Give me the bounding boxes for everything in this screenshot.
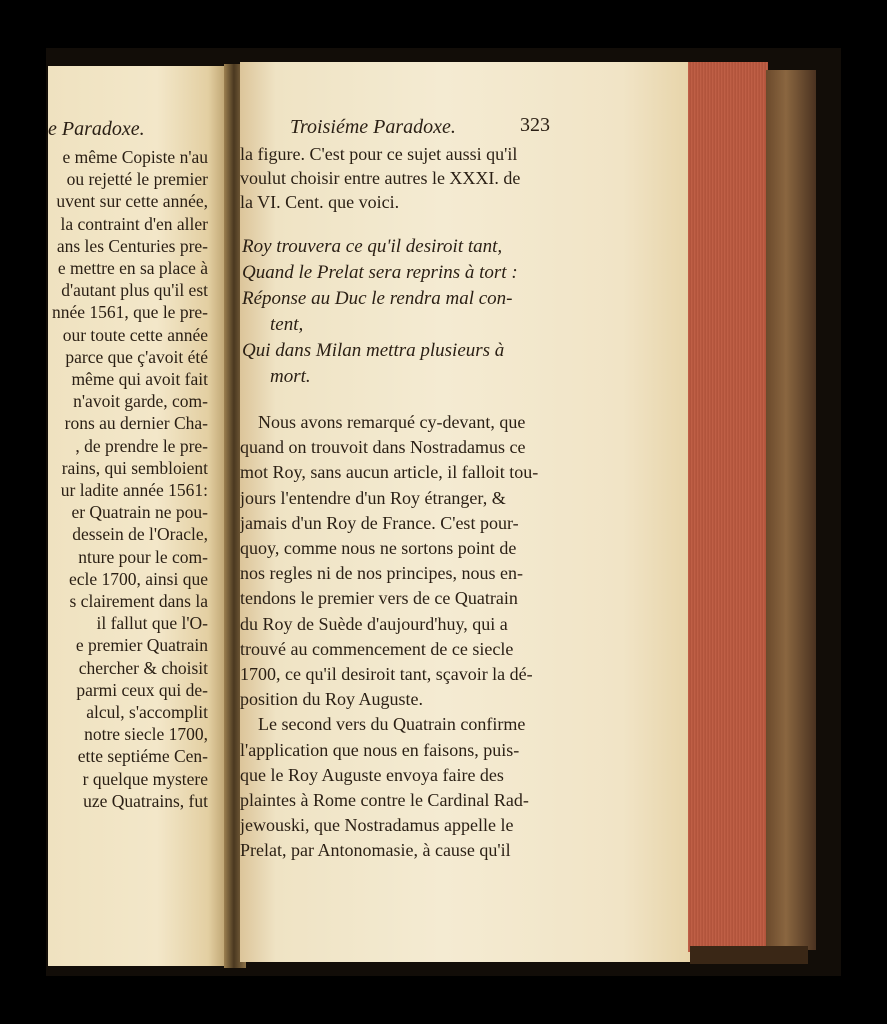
- text-line: nos regles ni de nos principes, nous en-: [240, 563, 523, 584]
- text-line: trouvé au commencement de ce siecle: [240, 638, 514, 659]
- text-line: uze Quatrains, fut: [83, 790, 208, 811]
- text-line: Prelat, par Antonomasie, à cause qu'il: [240, 840, 511, 861]
- text-line: rons au dernier Cha-: [64, 413, 208, 434]
- text-line: Le second vers du Quatrain confirme: [258, 714, 526, 735]
- text-line: ans les Centuries pre-: [56, 235, 208, 256]
- text-line: d'autant plus qu'il est: [61, 280, 208, 301]
- text-line: que le Roy Auguste envoya faire des: [240, 764, 504, 785]
- text-line: n'avoit garde, com-: [73, 391, 208, 412]
- verse-line: Roy trouvera ce qu'il desiroit tant,: [242, 236, 503, 257]
- verse-line: Réponse au Duc le rendra mal con-: [242, 288, 513, 309]
- page-number: 323: [520, 114, 550, 136]
- text-line: rains, qui sembloient: [61, 457, 208, 478]
- text-line: quoy, comme nous ne sortons point de: [240, 538, 517, 559]
- text-line: tendons le premier vers de ce Quatrain: [240, 588, 518, 609]
- text-line: e même Copiste n'au: [62, 147, 208, 167]
- text-line: uvent sur cette année,: [56, 191, 208, 212]
- text-line: l'application que nous en faisons, puis-: [240, 739, 520, 760]
- text-line: nture pour le com-: [78, 546, 208, 567]
- text-line: la figure. C'est pour ce sujet aussi qu'il: [240, 144, 518, 164]
- text-line: ur ladite année 1561:: [60, 480, 208, 501]
- text-line: jours l'entendre d'un Roy étranger, &: [240, 487, 506, 508]
- text-line: nnée 1561, que le pre-: [52, 302, 208, 323]
- verse-line: Qui dans Milan mettra plusieurs à: [242, 340, 505, 361]
- right-page: [240, 62, 690, 962]
- text-line: parmi ceux qui de-: [76, 679, 208, 700]
- text-line: la contraint d'en aller: [60, 213, 208, 234]
- verse-line: mort.: [270, 366, 311, 387]
- verse-line: Quand le Prelat sera reprins à tort :: [242, 262, 518, 283]
- text-line: er Quatrain ne pou-: [71, 502, 208, 523]
- text-line: r quelque mystere: [82, 768, 208, 789]
- text-line: il fallut que l'O-: [96, 613, 208, 634]
- text-line: our toute cette année: [62, 324, 208, 345]
- text-line: , de prendre le pre-: [75, 435, 208, 456]
- text-line: alcul, s'accomplit: [86, 702, 208, 723]
- book-cover-edge: [766, 70, 816, 950]
- text-line: même qui avoit fait: [71, 369, 208, 390]
- text-line: jewouski, que Nostradamus appelle le: [240, 815, 514, 836]
- text-line: 1700, ce qu'il desiroit tant, sçavoir la dé-: [240, 664, 533, 685]
- text-line: s clairement dans la: [69, 591, 208, 612]
- text-line: ecle 1700, ainsi que: [69, 568, 208, 589]
- book-cover-bottom: [690, 946, 808, 964]
- intro-paragraph: [240, 142, 580, 214]
- text-line: position du Roy Auguste.: [240, 689, 424, 710]
- red-fore-edge: [688, 62, 768, 952]
- left-running-header: e Paradoxe.: [48, 118, 145, 140]
- text-line: ou rejetté le premier: [66, 169, 208, 190]
- right-running-header: Troisiéme Paradoxe.: [290, 116, 456, 138]
- quatrain-verse: [242, 234, 582, 390]
- left-page-text: [48, 146, 208, 812]
- left-page: [48, 66, 230, 966]
- text-line: la VI. Cent. que voici.: [240, 192, 400, 212]
- body-paragraphs: [240, 410, 580, 864]
- text-line: jamais d'un Roy de France. C'est pour-: [240, 512, 519, 533]
- text-line: notre siecle 1700,: [84, 724, 208, 745]
- verse-line: tent,: [270, 314, 304, 335]
- text-line: e mettre en sa place à: [57, 258, 208, 279]
- text-line: mot Roy, sans aucun article, il falloit tou-: [240, 462, 539, 483]
- text-line: ette septiéme Cen-: [77, 746, 208, 767]
- text-line: parce que ç'avoit été: [65, 346, 208, 367]
- text-line: Nous avons remarqué cy-devant, que: [258, 412, 526, 432]
- text-line: dessein de l'Oracle,: [72, 524, 208, 545]
- text-line: plaintes à Rome contre le Cardinal Rad-: [240, 790, 529, 811]
- text-line: voulut choisir entre autres le XXXI. de: [240, 168, 521, 188]
- text-line: quand on trouvoit dans Nostradamus ce: [240, 437, 526, 458]
- text-line: chercher & choisit: [78, 657, 208, 678]
- text-line: e premier Quatrain: [75, 635, 208, 656]
- text-line: du Roy de Suède d'aujourd'huy, qui a: [240, 613, 508, 634]
